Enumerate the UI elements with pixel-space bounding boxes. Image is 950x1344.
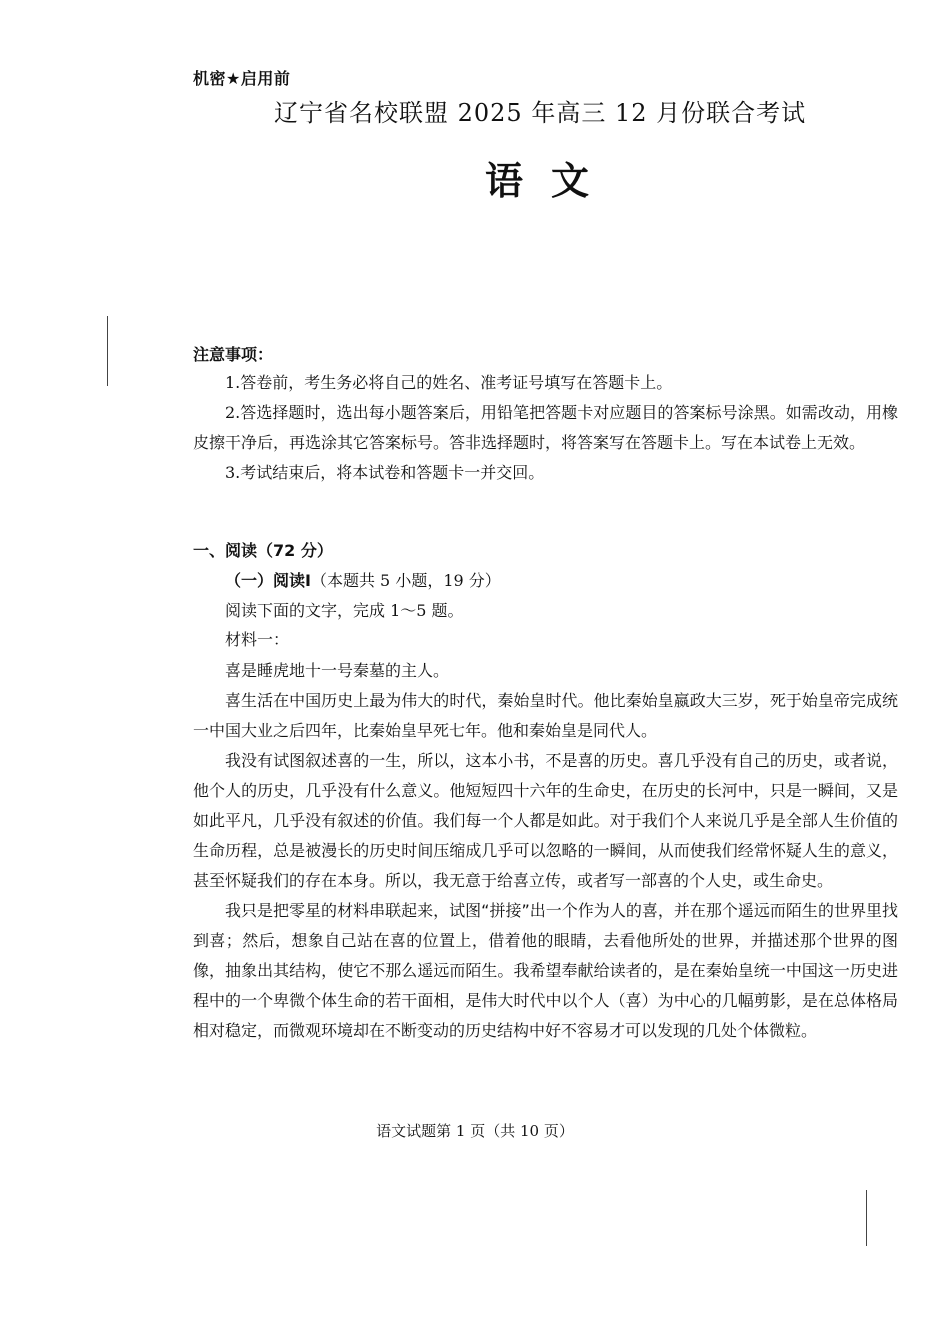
exam-title: 辽宁省名校联盟 2025 年高三 12 月份联合考试 xyxy=(274,99,807,127)
page-footer: 语文试题第 1 页（共 10 页） xyxy=(376,1122,574,1140)
notes-title: 注意事项： xyxy=(193,345,274,364)
subject-title: 语文 xyxy=(485,159,618,203)
article-paragraph: 喜生活在中国历史上最为伟大的时代，秦始皇时代。他比秦始皇嬴政大三岁，死于始皇帝完成统一中国大业之后四年，比秦始皇早死七年。他和秦始皇是同代人。 xyxy=(193,691,898,740)
scan-mark-right xyxy=(866,1190,867,1246)
note-item: 3.考试结束后，将本试卷和答题卡一并交回。 xyxy=(225,463,545,482)
secret-label: 机密★启用前 xyxy=(193,69,291,88)
part-detail: （本题共 5 小题，19 分） xyxy=(310,571,501,590)
scan-mark-left xyxy=(107,316,108,386)
part-heading xyxy=(225,568,501,591)
material-label: 材料一： xyxy=(225,630,290,649)
article-paragraph: 喜是睡虎地十一号秦墓的主人。 xyxy=(225,661,450,680)
part-label: （一）阅读Ⅰ xyxy=(225,571,311,590)
note-item: 2.答选择题时，选出每小题答案后，用铅笔把答题卡对应题目的答案标号涂黑。如需改动，用橡皮擦干净后，再选涂其它答案标号。答非选择题时，将答案写在答题卡上。写在本试卷上无效。 xyxy=(193,403,898,452)
article-paragraph: 我只是把零星的材料串联起来，试图“拼接”出一个作为人的喜，并在那个遥远而陌生的世界里找到喜；然后，想象自己站在喜的位置上，借着他的眼睛，去看他所处的世界，并描述那个世界的图像，抽象出其结构，使它不那么遥远而陌生。我希望奉献给读者的，是在秦始皇统一中国这一历史进程中的一个卑微个体生命的若干面相，是伟大时代中以个人（喜）为中心的几幅剪影，是在总体格局相对稳定，而微观环境却在不断变动的历史结构中好不容易才可以发现的几处个体微粒。 xyxy=(193,901,898,1040)
article-body xyxy=(193,656,898,1046)
instruction: 阅读下面的文字，完成 1～5 题。 xyxy=(225,601,464,620)
section-title: 一、阅读（72 分） xyxy=(193,541,333,560)
article-paragraph: 我没有试图叙述喜的一生，所以，这本小书，不是喜的历史。喜几乎没有自己的历史，或者说，他个人的历史，几乎没有什么意义。他短短四十六年的生命史，在历史的长河中，只是一瞬间，又是如此平凡，几乎没有叙述的价值。我们每一个人都是如此。对于我们个人来说几乎是全部人生价值的生命历程，总是被漫长的历史时间压缩成几乎可以忽略的一瞬间，从而使我们经常怀疑人生的意义，甚至怀疑我们的存在本身。所以，我无意于给喜立传，或者写一部喜的个人史，或生命史。 xyxy=(193,751,898,890)
notes-list xyxy=(193,368,898,488)
note-item: 1.答卷前，考生务必将自己的姓名、准考证号填写在答题卡上。 xyxy=(225,373,673,392)
